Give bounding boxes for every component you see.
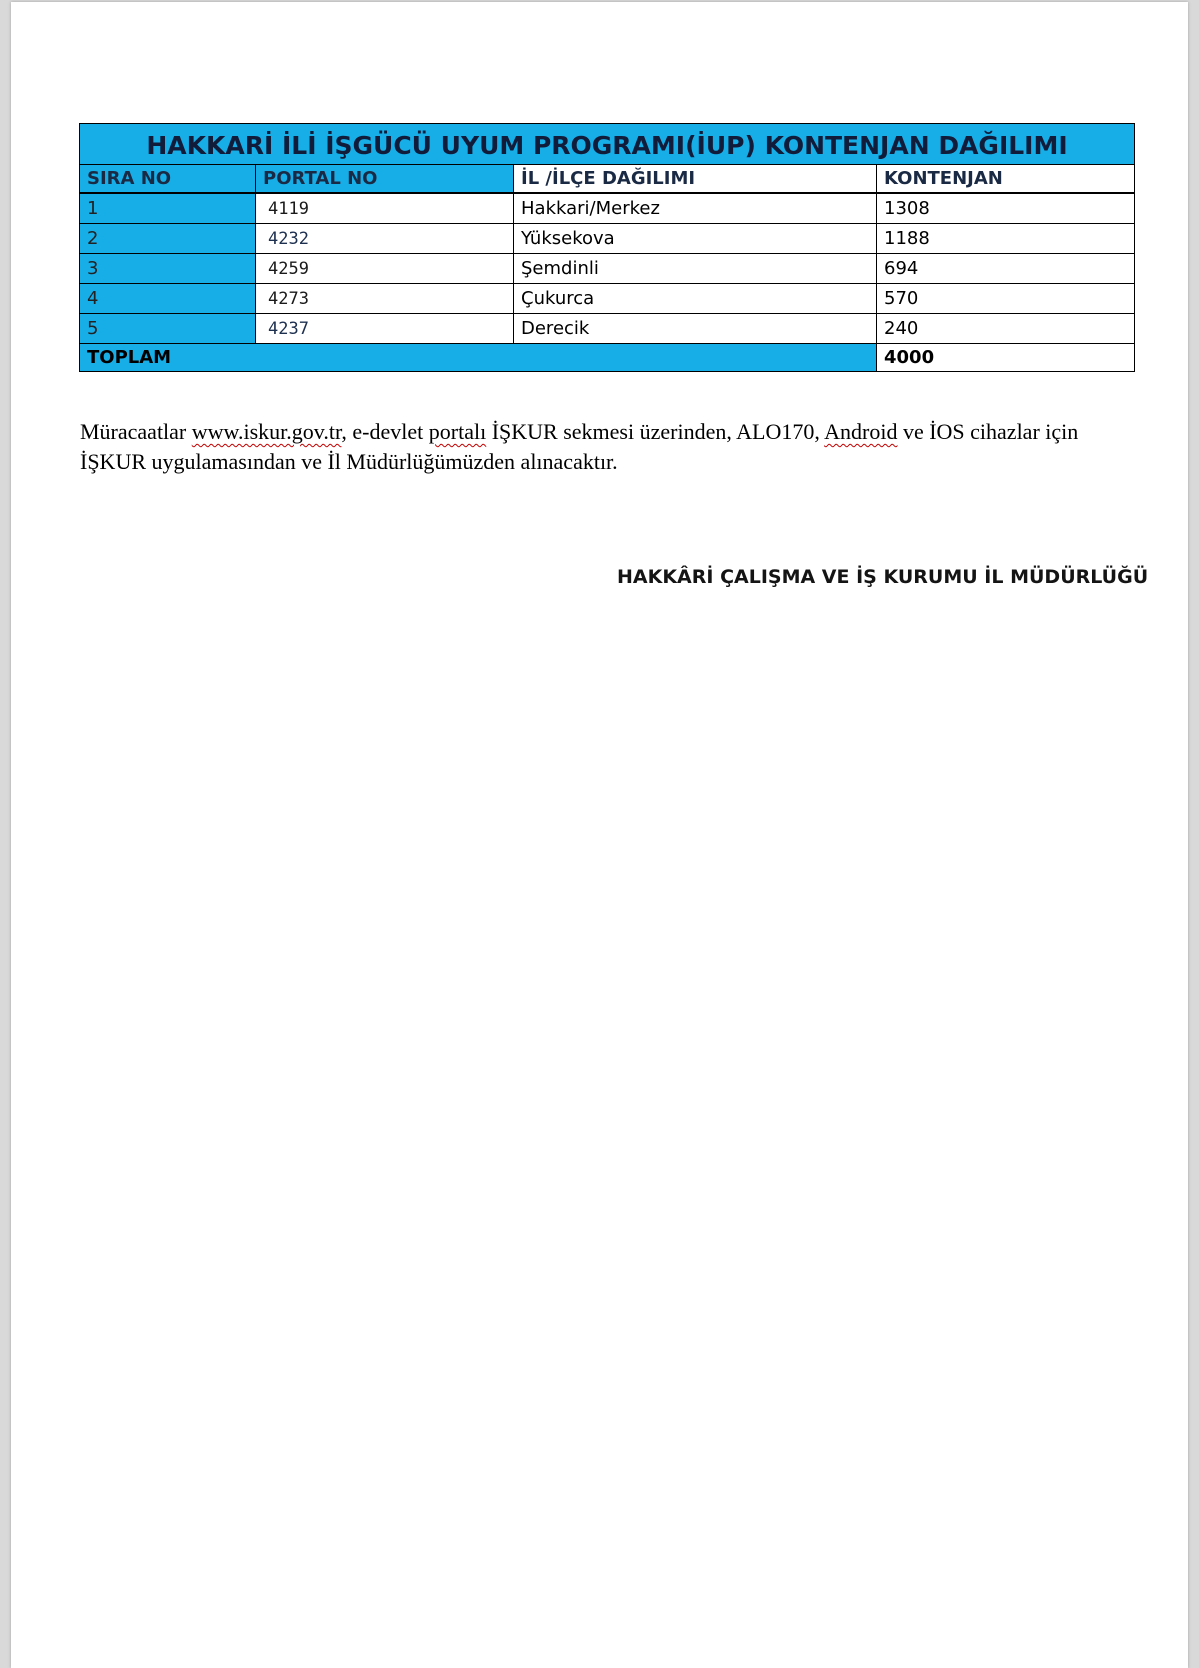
- row-sira-no: 1: [80, 193, 256, 224]
- header-kontenjan: KONTENJAN: [877, 165, 1135, 194]
- para-misspelled-word: Android: [824, 419, 898, 444]
- row-sira-no: 5: [80, 314, 256, 344]
- row-kontenjan: 1188: [877, 224, 1135, 254]
- row-kontenjan: 694: [877, 254, 1135, 284]
- row-portal-no: 4237: [256, 314, 514, 344]
- row-sira-no: 4: [80, 284, 256, 314]
- table-row: [80, 193, 1135, 224]
- row-ilce: Çukurca: [514, 284, 877, 314]
- row-ilce: Hakkari/Merkez: [514, 193, 877, 224]
- table-row: [80, 254, 1135, 284]
- row-portal-no: 4119: [256, 193, 514, 224]
- iskur-website-link: www.iskur.gov.tr: [191, 419, 342, 444]
- para-text: Müracaatlar: [80, 419, 192, 444]
- para-misspelled-word: portalı: [428, 419, 487, 444]
- document-page: [11, 2, 1188, 1668]
- quota-table: [79, 123, 1135, 372]
- total-value: 4000: [877, 344, 1135, 372]
- table-header-row: [80, 165, 1135, 194]
- para-text: ve İOS cihazlar için İŞKUR uygulamasından ve İl Müdürlüğümüzden alınacaktır.: [80, 419, 1079, 474]
- application-info-paragraph: [80, 417, 1140, 477]
- row-sira-no: 2: [80, 224, 256, 254]
- row-ilce: Yüksekova: [514, 224, 877, 254]
- row-sira-no: 3: [80, 254, 256, 284]
- row-ilce: Derecik: [514, 314, 877, 344]
- total-label: TOPLAM: [80, 344, 877, 372]
- table-row: [80, 224, 1135, 254]
- table-title: HAKKARİ İLİ İŞGÜCÜ UYUM PROGRAMI(İUP) KONTENJAN DAĞILIMI: [80, 124, 1135, 165]
- header-sira-no: SIRA NO: [80, 165, 256, 194]
- table-row: [80, 284, 1135, 314]
- table-row: [80, 314, 1135, 344]
- row-portal-no: 4232: [256, 224, 514, 254]
- header-portal-no: PORTAL NO: [256, 165, 514, 194]
- para-text: İŞKUR sekmesi üzerinden, ALO170,: [486, 419, 825, 444]
- header-il-ilce: İL /İLÇE DAĞILIMI: [514, 165, 877, 194]
- row-kontenjan: 240: [877, 314, 1135, 344]
- row-kontenjan: 1308: [877, 193, 1135, 224]
- total-row: [80, 344, 1135, 372]
- para-text: , e-devlet: [341, 419, 429, 444]
- row-portal-no: 4259: [256, 254, 514, 284]
- signature-line: HAKKÂRİ ÇALIŞMA VE İŞ KURUMU İL MÜDÜRLÜĞÜ: [617, 566, 1149, 588]
- row-portal-no: 4273: [256, 284, 514, 314]
- row-kontenjan: 570: [877, 284, 1135, 314]
- row-ilce: Şemdinli: [514, 254, 877, 284]
